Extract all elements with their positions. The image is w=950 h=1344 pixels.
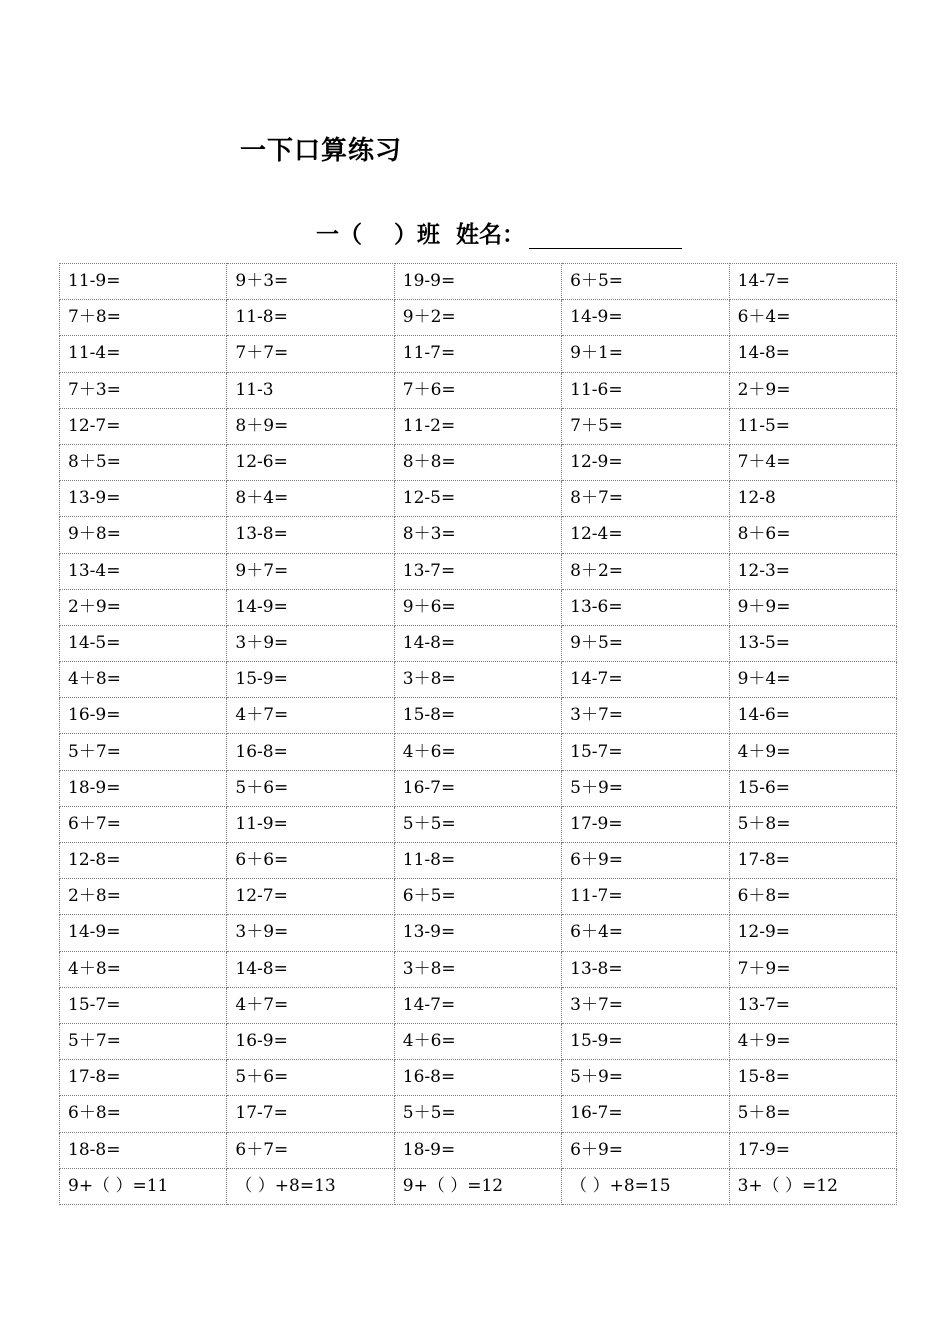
problem-cell: 3＋9= [227, 915, 394, 951]
arithmetic-table [59, 263, 897, 1205]
problem-cell: 16-7= [562, 1096, 729, 1132]
problem-cell: 14-9= [227, 589, 394, 625]
problem-cell: 9＋4= [729, 662, 896, 698]
problem-cell: （ ）+8=15 [562, 1168, 729, 1204]
problem-cell: 7＋9= [729, 951, 896, 987]
problem-cell: 11-7= [562, 879, 729, 915]
problem-cell: 13-5= [729, 625, 896, 661]
problem-cell: 17-9= [729, 1132, 896, 1168]
problem-cell: 17-9= [562, 806, 729, 842]
problem-cell: 11-9= [227, 806, 394, 842]
table-row [60, 372, 897, 408]
class-suffix: ）班 [394, 222, 441, 248]
problem-cell: 13-7= [729, 987, 896, 1023]
problem-cell: 12-6= [227, 444, 394, 480]
problem-cell: 3＋7= [562, 698, 729, 734]
problem-cell: 13-9= [60, 481, 227, 517]
problem-cell: 4＋6= [394, 734, 561, 770]
problem-cell: 17-7= [227, 1096, 394, 1132]
problem-cell: 12-4= [562, 517, 729, 553]
table-row [60, 843, 897, 879]
problem-cell: 9＋7= [227, 553, 394, 589]
problem-cell: 16-8= [227, 734, 394, 770]
problem-cell: 12-8 [729, 481, 896, 517]
problem-cell: 8＋5= [60, 444, 227, 480]
problem-cell: 15-8= [729, 1060, 896, 1096]
problem-cell: 14-6= [729, 698, 896, 734]
problem-cell: 14-9= [60, 915, 227, 951]
table-row [60, 336, 897, 372]
table-row [60, 806, 897, 842]
problem-cell: 6＋9= [562, 843, 729, 879]
table-row [60, 879, 897, 915]
problem-cell: 3＋8= [394, 951, 561, 987]
problem-cell: 18-9= [394, 1132, 561, 1168]
table-row [60, 951, 897, 987]
table-row [60, 734, 897, 770]
problem-cell: 14-7= [562, 662, 729, 698]
problem-cell: 4＋9= [729, 734, 896, 770]
problem-cell: 12-9= [562, 444, 729, 480]
problem-cell: 9＋2= [394, 300, 561, 336]
problem-cell: 8＋8= [394, 444, 561, 480]
problem-cell: 3+（ ）=12 [729, 1168, 896, 1204]
problem-cell: 9＋5= [562, 625, 729, 661]
problem-cell: 17-8= [60, 1060, 227, 1096]
problem-cell: 13-8= [562, 951, 729, 987]
problem-cell: 4＋7= [227, 987, 394, 1023]
problem-cell: 15-7= [562, 734, 729, 770]
problem-cell: 4＋8= [60, 662, 227, 698]
problem-cell: 12-3= [729, 553, 896, 589]
problem-cell: 6＋9= [562, 1132, 729, 1168]
problem-cell: 6＋7= [227, 1132, 394, 1168]
problem-cell: 8＋4= [227, 481, 394, 517]
table-row [60, 1132, 897, 1168]
table-row [60, 1096, 897, 1132]
problem-cell: 7＋4= [729, 444, 896, 480]
problem-cell: 11-6= [562, 372, 729, 408]
problem-cell: 14-9= [562, 300, 729, 336]
problem-cell: 5＋8= [729, 806, 896, 842]
problem-cell: 14-7= [729, 264, 896, 300]
table-row [60, 1060, 897, 1096]
problem-cell: 6＋4= [562, 915, 729, 951]
problem-cell: 19-9= [394, 264, 561, 300]
problem-cell: 14-7= [394, 987, 561, 1023]
class-prefix: 一（ [316, 222, 362, 248]
problem-cell: 8＋6= [729, 517, 896, 553]
problem-cell: 2＋9= [729, 372, 896, 408]
table-row [60, 264, 897, 300]
problem-cell: 12-7= [227, 879, 394, 915]
problem-cell: 14-8= [394, 625, 561, 661]
problem-cell: 13-4= [60, 553, 227, 589]
problem-cell: 3＋7= [562, 987, 729, 1023]
problem-cell: 12-9= [729, 915, 896, 951]
problem-cell: 2＋9= [60, 589, 227, 625]
problem-cell: 17-8= [729, 843, 896, 879]
problem-cell: 5＋7= [60, 734, 227, 770]
problem-cell: 12-8= [60, 843, 227, 879]
problem-cell: 9＋3= [227, 264, 394, 300]
problem-cell: 3＋8= [394, 662, 561, 698]
name-blank[interactable] [529, 224, 682, 249]
problem-cell: 7＋5= [562, 408, 729, 444]
problem-cell: 13-6= [562, 589, 729, 625]
problem-cell: 8＋7= [562, 481, 729, 517]
problem-cell: 6＋5= [562, 264, 729, 300]
table-row [60, 915, 897, 951]
problem-cell: 11-3 [227, 372, 394, 408]
problem-cell: 5＋9= [562, 1060, 729, 1096]
problem-cell: 9＋8= [60, 517, 227, 553]
problem-cell: 15-9= [562, 1023, 729, 1059]
problem-cell: 9+（ ）=11 [60, 1168, 227, 1204]
table-row [60, 1168, 897, 1204]
problem-cell: 7＋3= [60, 372, 227, 408]
problem-cell: 11-8= [227, 300, 394, 336]
problem-cell: 7＋8= [60, 300, 227, 336]
problem-cell: 5＋5= [394, 806, 561, 842]
problem-cell: 15-6= [729, 770, 896, 806]
problem-cell: 4＋9= [729, 1023, 896, 1059]
problem-cell: 7＋7= [227, 336, 394, 372]
problem-cell: 16-7= [394, 770, 561, 806]
problem-cell: 4＋7= [227, 698, 394, 734]
problem-cell: 11-4= [60, 336, 227, 372]
problem-cell: 9＋1= [562, 336, 729, 372]
problem-cell: 6＋8= [60, 1096, 227, 1132]
table-row [60, 698, 897, 734]
table-row [60, 625, 897, 661]
problem-cell: 8＋3= [394, 517, 561, 553]
table-row [60, 770, 897, 806]
problem-cell: 2＋8= [60, 879, 227, 915]
problem-cell: 13-8= [227, 517, 394, 553]
problem-cell: 11-2= [394, 408, 561, 444]
problem-cell: 15-9= [227, 662, 394, 698]
table-row [60, 553, 897, 589]
problem-cell: 4＋6= [394, 1023, 561, 1059]
table-row [60, 408, 897, 444]
problem-cell: 16-9= [60, 698, 227, 734]
problem-cell: 18-9= [60, 770, 227, 806]
problem-cell: 12-5= [394, 481, 561, 517]
problem-cell: （ ）+8=13 [227, 1168, 394, 1204]
problem-cell: 15-7= [60, 987, 227, 1023]
table-row [60, 987, 897, 1023]
problem-cell: 5＋6= [227, 1060, 394, 1096]
problem-cell: 8＋9= [227, 408, 394, 444]
problem-cell: 9＋9= [729, 589, 896, 625]
problem-cell: 11-9= [60, 264, 227, 300]
problem-cell: 15-8= [394, 698, 561, 734]
table-row [60, 481, 897, 517]
problem-cell: 11-7= [394, 336, 561, 372]
worksheet-title: 一下口算练习 [240, 136, 403, 166]
table-row [60, 444, 897, 480]
problem-cell: 6＋8= [729, 879, 896, 915]
problem-cell: 9+（ ）=12 [394, 1168, 561, 1204]
problem-cell: 14-8= [729, 336, 896, 372]
problem-cell: 12-7= [60, 408, 227, 444]
problem-cell: 6＋5= [394, 879, 561, 915]
problem-cell: 16-9= [227, 1023, 394, 1059]
class-name-line [316, 216, 682, 249]
problem-cell: 18-8= [60, 1132, 227, 1168]
problem-cell: 13-9= [394, 915, 561, 951]
problem-cell: 6＋4= [729, 300, 896, 336]
problem-cell: 5＋8= [729, 1096, 896, 1132]
table-row [60, 662, 897, 698]
problem-cell: 9＋6= [394, 589, 561, 625]
problem-cell: 6＋7= [60, 806, 227, 842]
problem-cell: 13-7= [394, 553, 561, 589]
table-row [60, 1023, 897, 1059]
problem-cell: 8＋2= [562, 553, 729, 589]
table-row [60, 300, 897, 336]
problem-cell: 5＋9= [562, 770, 729, 806]
problem-cell: 11-8= [394, 843, 561, 879]
problem-cell: 16-8= [394, 1060, 561, 1096]
problem-cell: 14-8= [227, 951, 394, 987]
problem-cell: 6＋6= [227, 843, 394, 879]
problem-cell: 5＋7= [60, 1023, 227, 1059]
problem-cell: 4＋8= [60, 951, 227, 987]
problem-cell: 5＋5= [394, 1096, 561, 1132]
table-row [60, 517, 897, 553]
problem-cell: 7＋6= [394, 372, 561, 408]
problem-cell: 3＋9= [227, 625, 394, 661]
problem-cell: 11-5= [729, 408, 896, 444]
name-label: 姓名： [456, 222, 526, 248]
problem-cell: 5＋6= [227, 770, 394, 806]
table-row [60, 589, 897, 625]
problem-cell: 14-5= [60, 625, 227, 661]
